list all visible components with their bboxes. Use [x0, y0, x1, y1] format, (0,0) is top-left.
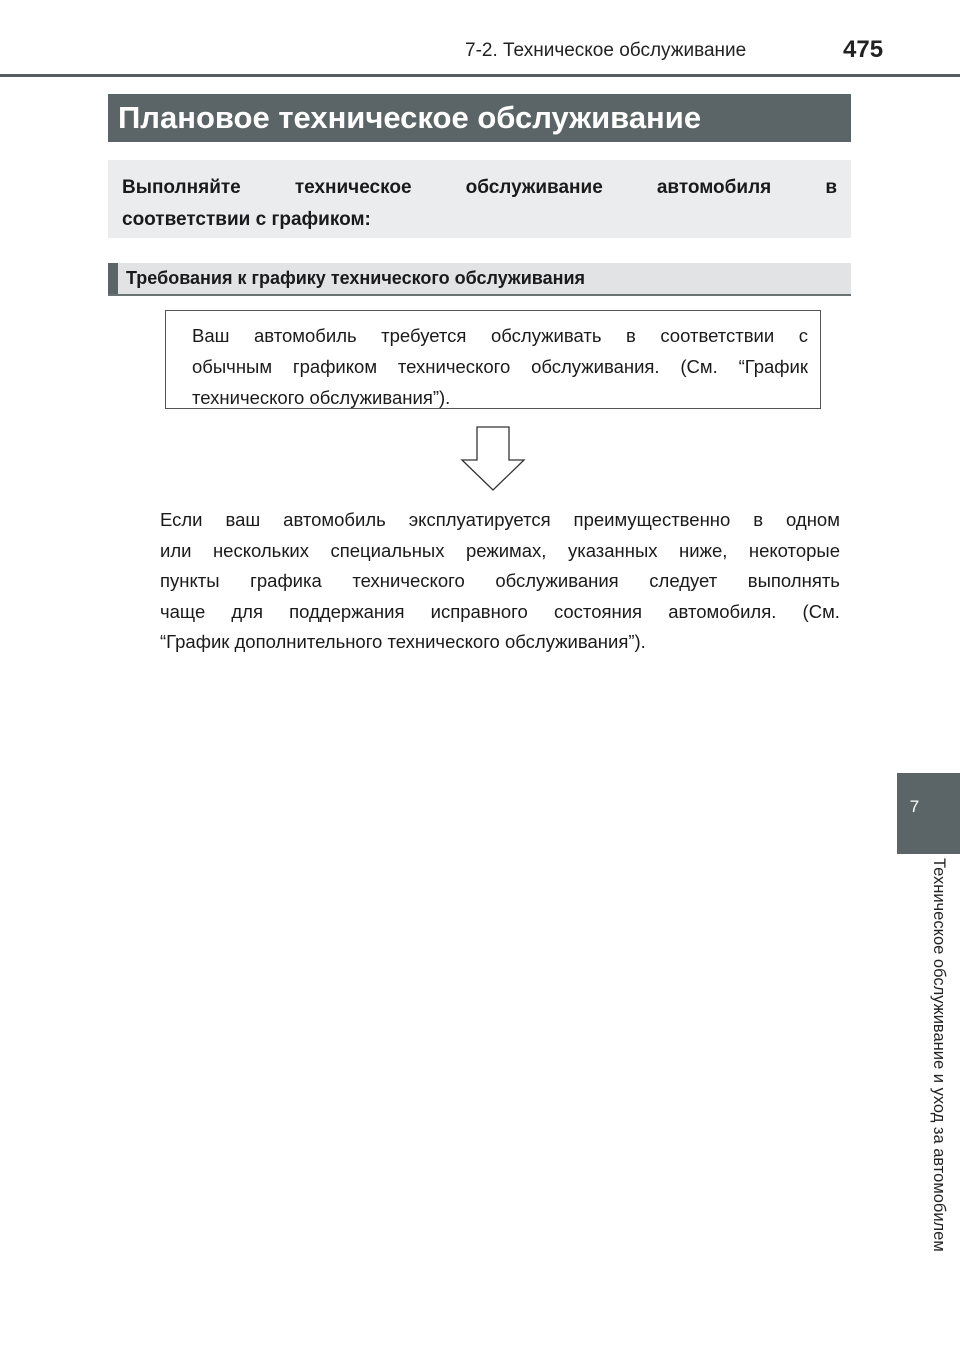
paragraph-line-2 [160, 536, 840, 567]
paragraph-line-3 [160, 566, 840, 597]
word: преимущественно [573, 509, 731, 530]
word: ниже, [679, 539, 728, 561]
requirement-line-1 [192, 320, 808, 351]
subheading-bar [108, 263, 851, 296]
intro-word: Выполняйте [122, 177, 241, 198]
requirement-line-2 [192, 351, 808, 382]
intro-word: в [825, 177, 837, 198]
word: автомобиля. [668, 600, 777, 622]
word: или [160, 539, 192, 561]
word: обслуживать [490, 325, 602, 346]
word: в [626, 325, 636, 346]
chapter-label: Техническое обслуживание и уход за автомобилем [930, 858, 948, 1252]
word: состояния [553, 600, 643, 622]
subheading-text: Требования к графику технического обслуживания [126, 268, 586, 288]
paragraph-line-1 [160, 505, 840, 536]
word: одном [786, 509, 840, 530]
paragraph-line-5: “График дополнительного технического обслуживания”). [160, 631, 646, 652]
word: для [231, 600, 263, 622]
word: специальных [330, 539, 445, 561]
requirement-line-3: технического обслуживания”). [192, 387, 451, 408]
intro-word: автомобиля [656, 177, 772, 198]
word: автомобиль [283, 509, 386, 530]
word: обслуживания [495, 570, 619, 591]
intro-box [108, 160, 851, 238]
word: выполнять [747, 570, 840, 591]
word: графиком [292, 356, 378, 377]
word: в [753, 509, 764, 530]
word: автомобиль [254, 325, 357, 346]
word: поддержания [289, 600, 405, 622]
word: (См. [680, 356, 718, 377]
down-arrow-icon [460, 426, 526, 497]
word: с [798, 325, 808, 346]
word: графика [250, 570, 322, 591]
intro-line-2: соответствии с графиком: [122, 209, 371, 230]
word: технического [397, 356, 511, 377]
word: соответствии [660, 325, 775, 346]
word: обычным [192, 356, 273, 377]
intro-word: техническое [294, 177, 412, 198]
page-title: Плановое техническое обслуживание [108, 94, 851, 142]
intro-line-1 [122, 172, 837, 204]
paragraph-line-4 [160, 597, 840, 628]
word: “График [738, 356, 808, 377]
word: Ваш [192, 325, 230, 346]
requirement-box [165, 310, 821, 409]
intro-word: обслуживание [465, 177, 603, 198]
subheading-marker [108, 263, 118, 294]
word: требуется [381, 325, 467, 346]
word: обслуживания. [531, 356, 660, 377]
word: режимах, [465, 539, 547, 561]
word: исправного [430, 600, 528, 622]
chapter-number: 7 [909, 797, 920, 816]
header-divider [0, 74, 960, 77]
word: нескольких [212, 539, 310, 561]
body-paragraph [160, 505, 840, 658]
word: указанных [567, 539, 658, 561]
word: эксплуатируется [408, 509, 551, 530]
word: Если [160, 509, 203, 530]
word: ваш [225, 509, 261, 530]
word: пункты [160, 570, 220, 591]
word: следует [649, 570, 718, 591]
word: некоторые [748, 539, 840, 561]
word: технического [352, 570, 465, 591]
page-number: 475 [843, 36, 884, 63]
header-section-title: 7-2. Техническое обслуживание [465, 40, 747, 61]
word: чаще [160, 600, 206, 622]
word: (См. [802, 600, 840, 622]
chapter-tab [897, 773, 960, 854]
